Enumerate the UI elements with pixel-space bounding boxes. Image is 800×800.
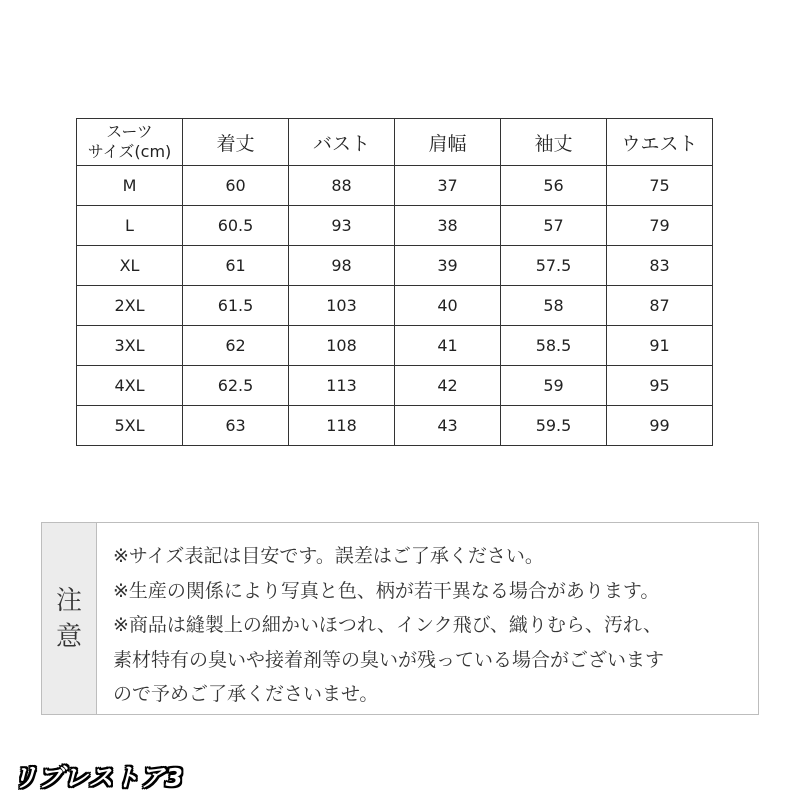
value-cell: 40: [395, 286, 501, 326]
value-cell: 108: [289, 326, 395, 366]
table-corner-label: [77, 119, 183, 166]
size-cell: 2XL: [77, 286, 183, 326]
note-line: 素材特有の臭いや接着剤等の臭いが残っている場合がございます: [113, 648, 665, 671]
notes-label-top: 注: [55, 585, 82, 616]
value-cell: 98: [289, 246, 395, 286]
value-cell: 56: [501, 166, 607, 206]
note-line: ので予めご了承くださいませ。: [113, 683, 379, 705]
value-cell: 103: [289, 286, 395, 326]
value-cell: 61.5: [183, 286, 289, 326]
value-cell: 41: [395, 326, 501, 366]
value-cell: 39: [395, 246, 501, 286]
table-row: [77, 166, 713, 206]
brand-watermark: リブレストア3: [12, 763, 184, 792]
value-cell: 43: [395, 406, 501, 446]
table-header-row: [77, 119, 713, 166]
value-cell: 59.5: [501, 406, 607, 446]
corner-label-line2: サイズ(cm): [87, 142, 172, 161]
value-cell: 37: [395, 166, 501, 206]
value-cell: 58: [501, 286, 607, 326]
size-cell: XL: [77, 246, 183, 286]
column-header: 肩幅: [395, 119, 501, 166]
note-line: ※商品は縫製上の細かいほつれ、インク飛び、織りむら、汚れ、: [113, 614, 663, 636]
column-header: ウエスト: [607, 119, 713, 166]
value-cell: 113: [289, 366, 395, 406]
notes-body: [97, 523, 758, 714]
corner-label-line1: スーツ: [106, 122, 153, 141]
notes-label-bottom: 意: [55, 621, 82, 652]
size-cell: M: [77, 166, 183, 206]
value-cell: 79: [607, 206, 713, 246]
size-table: [76, 118, 713, 446]
note-line: ※生産の関係により写真と色、柄が若干異なる場合があります。: [113, 579, 660, 602]
value-cell: 57.5: [501, 246, 607, 286]
note-line: ※サイズ表記は目安です。誤差はご了承ください。: [113, 545, 544, 567]
value-cell: 60: [183, 166, 289, 206]
size-cell: 5XL: [77, 406, 183, 446]
table-row: [77, 366, 713, 406]
notes-label: [42, 523, 97, 714]
value-cell: 93: [289, 206, 395, 246]
notes-box: [41, 522, 759, 715]
value-cell: 59: [501, 366, 607, 406]
value-cell: 83: [607, 246, 713, 286]
table-row: [77, 286, 713, 326]
column-header: バスト: [289, 119, 395, 166]
value-cell: 91: [607, 326, 713, 366]
size-cell: L: [77, 206, 183, 246]
value-cell: 88: [289, 166, 395, 206]
table-row: [77, 326, 713, 366]
value-cell: 38: [395, 206, 501, 246]
value-cell: 61: [183, 246, 289, 286]
value-cell: 57: [501, 206, 607, 246]
value-cell: 63: [183, 406, 289, 446]
value-cell: 62.5: [183, 366, 289, 406]
column-header: 袖丈: [501, 119, 607, 166]
table-row: [77, 246, 713, 286]
value-cell: 62: [183, 326, 289, 366]
value-cell: 42: [395, 366, 501, 406]
value-cell: 60.5: [183, 206, 289, 246]
value-cell: 118: [289, 406, 395, 446]
value-cell: 87: [607, 286, 713, 326]
value-cell: 75: [607, 166, 713, 206]
column-header: 着丈: [183, 119, 289, 166]
size-cell: 4XL: [77, 366, 183, 406]
table-row: [77, 206, 713, 246]
table-row: [77, 406, 713, 446]
value-cell: 58.5: [501, 326, 607, 366]
value-cell: 95: [607, 366, 713, 406]
size-cell: 3XL: [77, 326, 183, 366]
value-cell: 99: [607, 406, 713, 446]
